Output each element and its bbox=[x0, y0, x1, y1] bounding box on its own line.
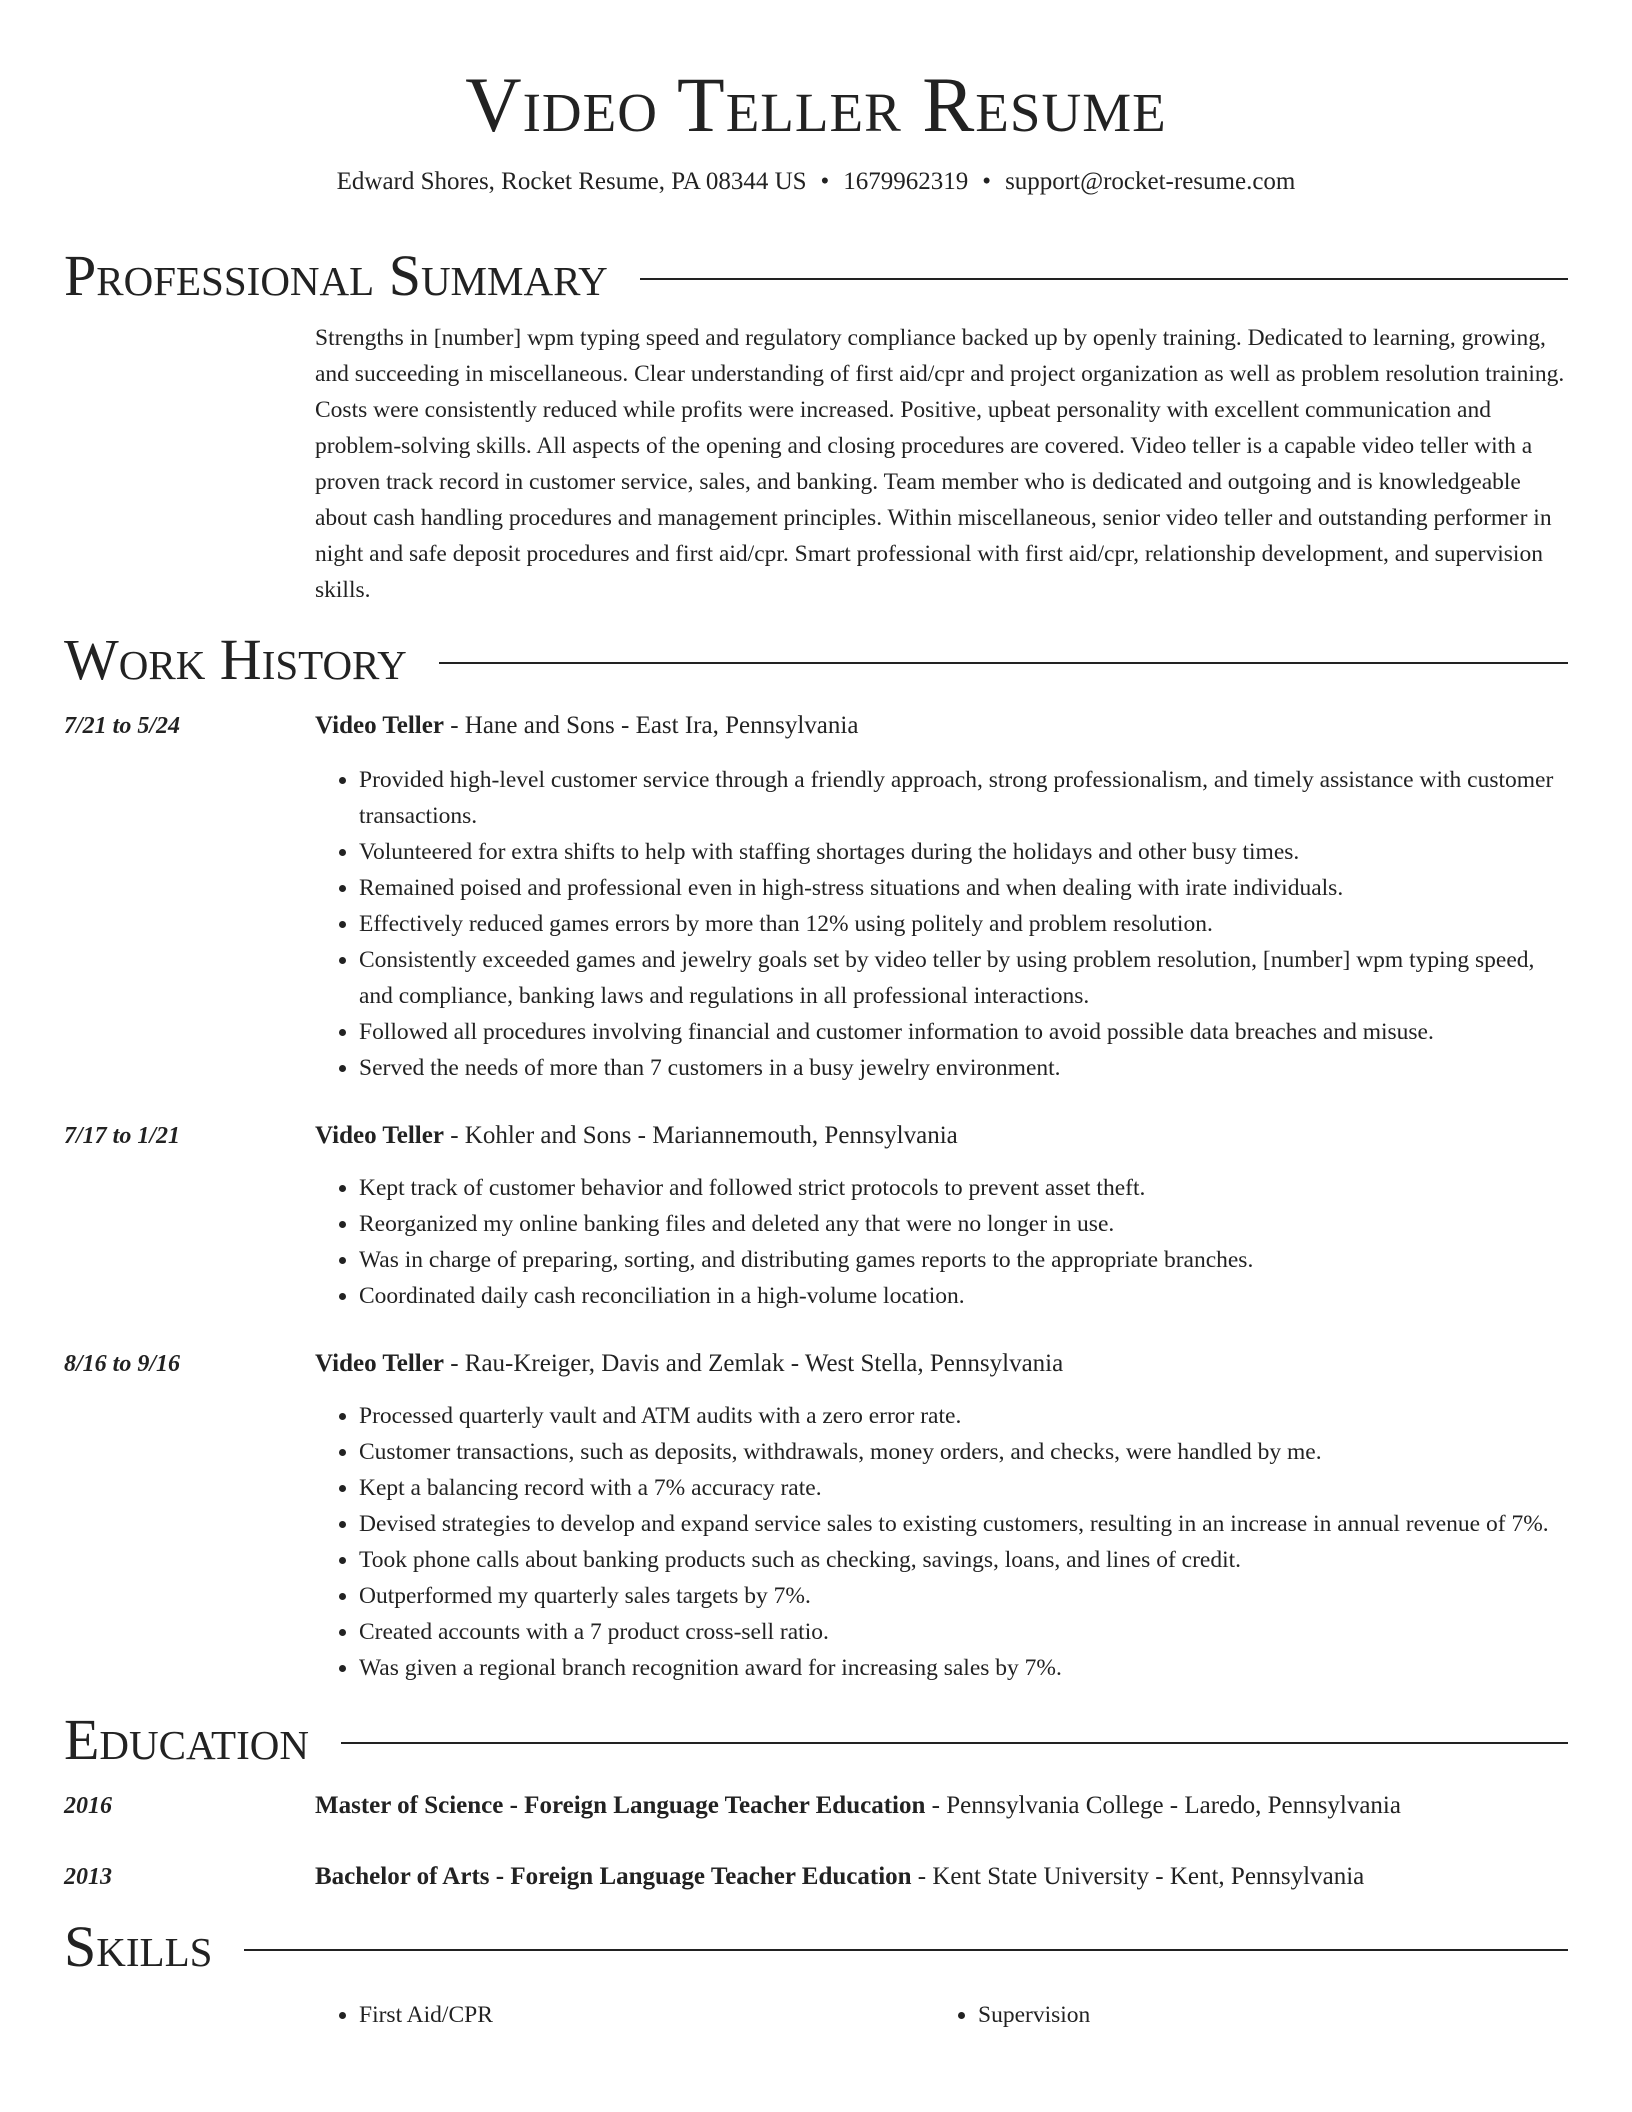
job-dates: 7/17 to 1/21 bbox=[64, 1123, 181, 1149]
list-item: • Was given a regional branch recognition award for increasing sales by 7%. bbox=[359, 1650, 1568, 1686]
list-item: • Outperformed my quarterly sales targets by 7%. bbox=[359, 1578, 1568, 1614]
contact-line bbox=[64, 166, 1568, 198]
list-item: • Served the needs of more than 7 customers in a busy jewelry environment. bbox=[359, 1050, 1568, 1086]
education-year: 2016 bbox=[64, 1793, 112, 1819]
skills-heading: Skills bbox=[64, 1914, 213, 1979]
job-title-line bbox=[315, 1346, 1568, 1382]
education-school: - Pennsylvania College - Laredo, Pennsylvania bbox=[925, 1792, 1401, 1819]
education-year: 2013 bbox=[64, 1864, 112, 1890]
education-content bbox=[315, 1788, 1568, 1824]
education-degree: Master of Science - Foreign Language Teacher Education bbox=[315, 1792, 926, 1819]
education-content bbox=[315, 1859, 1568, 1895]
education-entry bbox=[64, 1788, 1568, 1824]
job-content bbox=[315, 1118, 1568, 1314]
list-item: • Volunteered for extra shifts to help with staffing shortages during the holidays and other busy times. bbox=[359, 834, 1568, 870]
job-entry bbox=[64, 1346, 1568, 1686]
education-degree: Bachelor of Arts - Foreign Language Teacher Education bbox=[315, 1863, 912, 1890]
work-section-header bbox=[64, 628, 1568, 692]
job-dates: 8/16 to 9/16 bbox=[64, 1351, 181, 1377]
job-bullets bbox=[315, 1170, 1568, 1314]
education-heading: Education bbox=[64, 1707, 309, 1772]
contact-separator: • bbox=[820, 168, 830, 195]
education-entry bbox=[64, 1859, 1568, 1895]
summary-heading: Professional Summary bbox=[64, 243, 608, 308]
skills-column-1 bbox=[315, 1997, 934, 2033]
job-content bbox=[315, 708, 1568, 1086]
section-divider bbox=[244, 1949, 1568, 1951]
job-entry bbox=[64, 708, 1568, 1086]
section-divider bbox=[439, 662, 1568, 664]
list-item: • Processed quarterly vault and ATM audits with a zero error rate. bbox=[359, 1398, 1568, 1434]
contact-phone: 1679962319 bbox=[843, 168, 969, 195]
contact-address: Edward Shores, Rocket Resume, PA 08344 US bbox=[336, 168, 807, 195]
work-heading: Work History bbox=[64, 627, 407, 692]
list-item: • Remained poised and professional even in high-stress situations and when dealing with irate individuals. bbox=[359, 870, 1568, 906]
job-details: - Hane and Sons - East Ira, Pennsylvania bbox=[443, 712, 859, 739]
job-title: Video Teller bbox=[315, 712, 444, 739]
section-divider bbox=[640, 278, 1568, 280]
job-title-line bbox=[315, 1118, 1568, 1154]
contact-separator: • bbox=[982, 168, 992, 195]
list-item: • Took phone calls about banking products such as checking, savings, loans, and lines of credit. bbox=[359, 1542, 1568, 1578]
skills-list bbox=[315, 1997, 1568, 2033]
list-item: • Followed all procedures involving financial and customer information to avoid possible data breaches and misuse. bbox=[359, 1014, 1568, 1050]
list-item: • Reorganized my online banking files and deleted any that were no longer in use. bbox=[359, 1206, 1568, 1242]
skills-column-2 bbox=[934, 1997, 1553, 2033]
summary-text: Strengths in [number] wpm typing speed and regulatory compliance backed up by openly training. Dedicated to learning, growing, and succeeding in miscellaneous. Clear understanding of first aid/cpr and project organization as well as problem resolution training. Costs were consistently reduced while profits were increased. Positive, upbeat personality with excellent communication and problem-solving skills. All aspects of the opening and closing procedures are covered. Video teller is a capable video teller with a proven track record in customer service, sales, and banking. Team member who is dedicated and outgoing and is knowledgeable about cash handling procedures and management principles. Within miscellaneous, senior video teller and outstanding performer in night and safe deposit procedures and first aid/cpr. Smart professional with first aid/cpr, relationship development, and supervision skills. bbox=[315, 325, 1565, 603]
contact-email: support@rocket-resume.com bbox=[1005, 168, 1296, 195]
list-item: • Kept a balancing record with a 7% accuracy rate. bbox=[359, 1470, 1568, 1506]
resume-title: Video Teller Resume bbox=[465, 61, 1167, 148]
skill-item: • First Aid/CPR bbox=[359, 1997, 934, 2033]
job-title: Video Teller bbox=[315, 1122, 444, 1149]
job-entry bbox=[64, 1118, 1568, 1314]
list-item: • Effectively reduced games errors by more than 12% using politely and problem resolution. bbox=[359, 906, 1568, 942]
job-title-line bbox=[315, 708, 1568, 744]
education-school: - Kent State University - Kent, Pennsylvania bbox=[911, 1863, 1365, 1890]
list-item: • Kept track of customer behavior and followed strict protocols to prevent asset theft. bbox=[359, 1170, 1568, 1206]
job-content bbox=[315, 1346, 1568, 1686]
list-item: • Consistently exceeded games and jewelry goals set by video teller by using problem resolution, [number] wpm typing speed, and compliance, banking laws and regulations in all professional interactions. bbox=[359, 942, 1568, 1014]
section-divider bbox=[341, 1742, 1568, 1744]
skill-item: • Supervision bbox=[978, 1997, 1553, 2033]
skills-section-header bbox=[64, 1915, 1568, 1979]
list-item: • Created accounts with a 7 product cross-sell ratio. bbox=[359, 1614, 1568, 1650]
job-details: - Kohler and Sons - Mariannemouth, Pennsylvania bbox=[443, 1122, 958, 1149]
list-item: • Devised strategies to develop and expand service sales to existing customers, resulting in an increase in annual revenue of 7%. bbox=[359, 1506, 1568, 1542]
education-section-header bbox=[64, 1708, 1568, 1772]
job-dates: 7/21 to 5/24 bbox=[64, 713, 181, 739]
summary-section-header bbox=[64, 244, 1568, 308]
job-bullets bbox=[315, 1398, 1568, 1686]
list-item: • Coordinated daily cash reconciliation in a high-volume location. bbox=[359, 1278, 1568, 1314]
list-item: • Customer transactions, such as deposits, withdrawals, money orders, and checks, were handled by me. bbox=[359, 1434, 1568, 1470]
list-item: • Was in charge of preparing, sorting, and distributing games reports to the appropriate branches. bbox=[359, 1242, 1568, 1278]
job-details: - Rau-Kreiger, Davis and Zemlak - West Stella, Pennsylvania bbox=[443, 1350, 1064, 1377]
resume-page bbox=[64, 0, 1568, 2033]
list-item: • Provided high-level customer service through a friendly approach, strong professionalism, and timely assistance with customer transactions. bbox=[359, 762, 1568, 834]
job-title: Video Teller bbox=[315, 1350, 444, 1377]
job-bullets bbox=[315, 762, 1568, 1086]
